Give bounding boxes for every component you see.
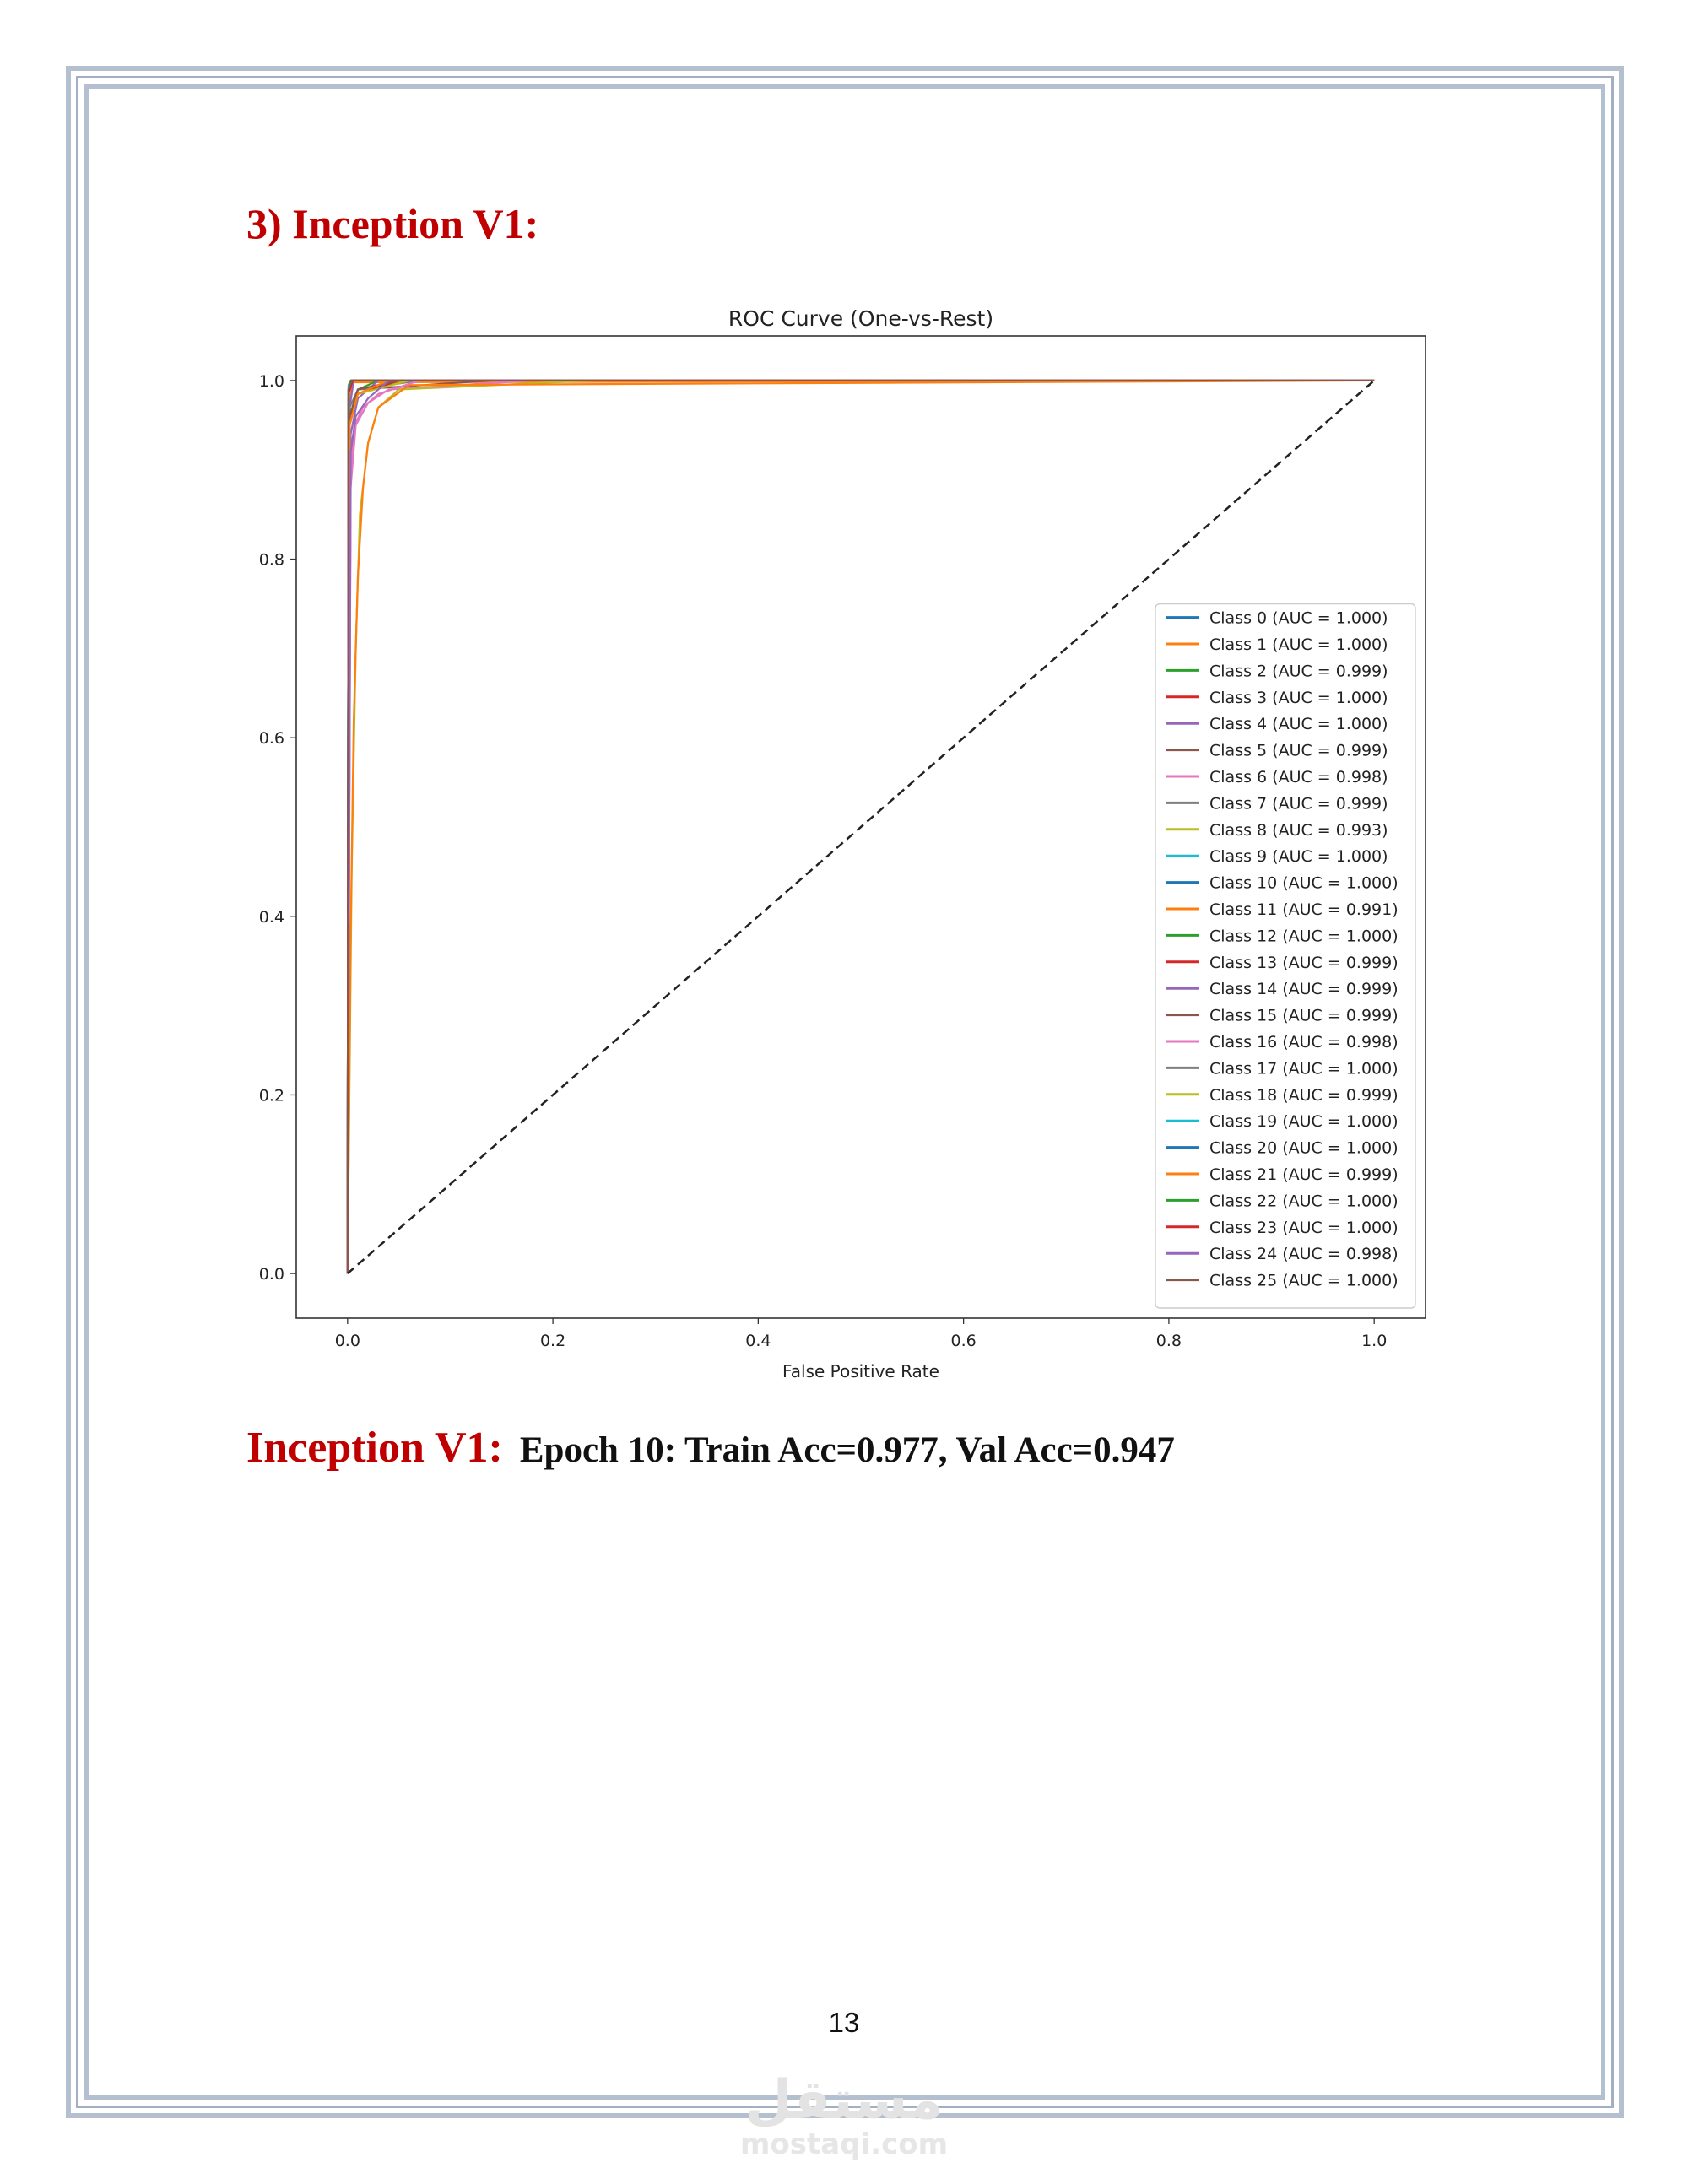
legend-entry: Class 25 (AUC = 1.000): [1209, 1271, 1399, 1290]
legend-entry: Class 21 (AUC = 0.999): [1209, 1165, 1399, 1184]
y-tick-label: 0.4: [258, 907, 284, 927]
x-tick-label: 0.8: [1155, 1332, 1182, 1350]
legend-entry: Class 18 (AUC = 0.999): [1209, 1085, 1399, 1105]
x-tick-label: 0.2: [539, 1332, 566, 1350]
legend-entry: Class 14 (AUC = 0.999): [1209, 980, 1399, 999]
legend-entry: Class 1 (AUC = 1.000): [1209, 635, 1388, 654]
caption-model-label: Inception V1:: [246, 1424, 503, 1472]
x-tick-label: 1.0: [1361, 1332, 1388, 1350]
y-tick-label: 0.6: [258, 729, 284, 749]
legend-entry: Class 6 (AUC = 0.998): [1209, 768, 1388, 787]
legend-entry: Class 15 (AUC = 0.999): [1209, 1006, 1399, 1025]
x-tick-label: 0.0: [334, 1332, 360, 1350]
legend-entry: Class 9 (AUC = 1.000): [1209, 847, 1388, 867]
watermark-script: مستقل: [744, 2069, 944, 2132]
legend-entry: Class 0 (AUC = 1.000): [1209, 608, 1388, 628]
legend-entry: Class 17 (AUC = 1.000): [1209, 1059, 1399, 1078]
y-tick-label: 1.0: [258, 371, 284, 391]
training-caption: [246, 1423, 1175, 1473]
caption-accuracy-text: Epoch 10: Train Acc=0.977, Val Acc=0.947: [519, 1430, 1175, 1470]
legend-entry: Class 24 (AUC = 0.998): [1209, 1245, 1399, 1264]
legend-entry: Class 10 (AUC = 1.000): [1209, 873, 1399, 893]
chart-title: ROC Curve (One-vs-Rest): [728, 306, 994, 331]
page-number: 13: [828, 2007, 860, 2038]
legend-entry: Class 2 (AUC = 0.999): [1209, 662, 1388, 681]
legend-entry: Class 22 (AUC = 1.000): [1209, 1192, 1399, 1211]
x-tick-label: 0.6: [950, 1332, 977, 1350]
y-tick-label: 0.2: [258, 1086, 284, 1106]
roc-chart: [236, 291, 1477, 1384]
legend-entry: Class 12 (AUC = 1.000): [1209, 927, 1399, 946]
legend-entry: Class 7 (AUC = 0.999): [1209, 794, 1388, 814]
section-heading: 3) Inception V1:: [246, 200, 539, 247]
x-axis-label: False Positive Rate: [782, 1361, 939, 1381]
watermark-site: mostaqi.com: [739, 2127, 949, 2160]
legend-entry: Class 20 (AUC = 1.000): [1209, 1138, 1399, 1158]
y-tick-label: 0.0: [258, 1265, 284, 1284]
legend-entry: Class 23 (AUC = 1.000): [1209, 1218, 1399, 1237]
legend-entry: Class 16 (AUC = 0.998): [1209, 1033, 1399, 1051]
legend-entry: Class 19 (AUC = 1.000): [1209, 1112, 1399, 1132]
roc-chart-svg: [236, 291, 1477, 1384]
legend-entry: Class 11 (AUC = 0.991): [1209, 900, 1399, 919]
legend-entry: Class 4 (AUC = 1.000): [1209, 715, 1388, 734]
mostaqi-watermark-logo: [734, 2059, 954, 2160]
legend-entry: Class 5 (AUC = 0.999): [1209, 741, 1388, 760]
legend-entry: Class 8 (AUC = 0.993): [1209, 820, 1388, 840]
x-tick-label: 0.4: [745, 1332, 771, 1350]
legend-entry: Class 3 (AUC = 1.000): [1209, 688, 1388, 707]
legend-entry: Class 13 (AUC = 0.999): [1209, 953, 1399, 972]
y-tick-label: 0.8: [258, 550, 284, 570]
